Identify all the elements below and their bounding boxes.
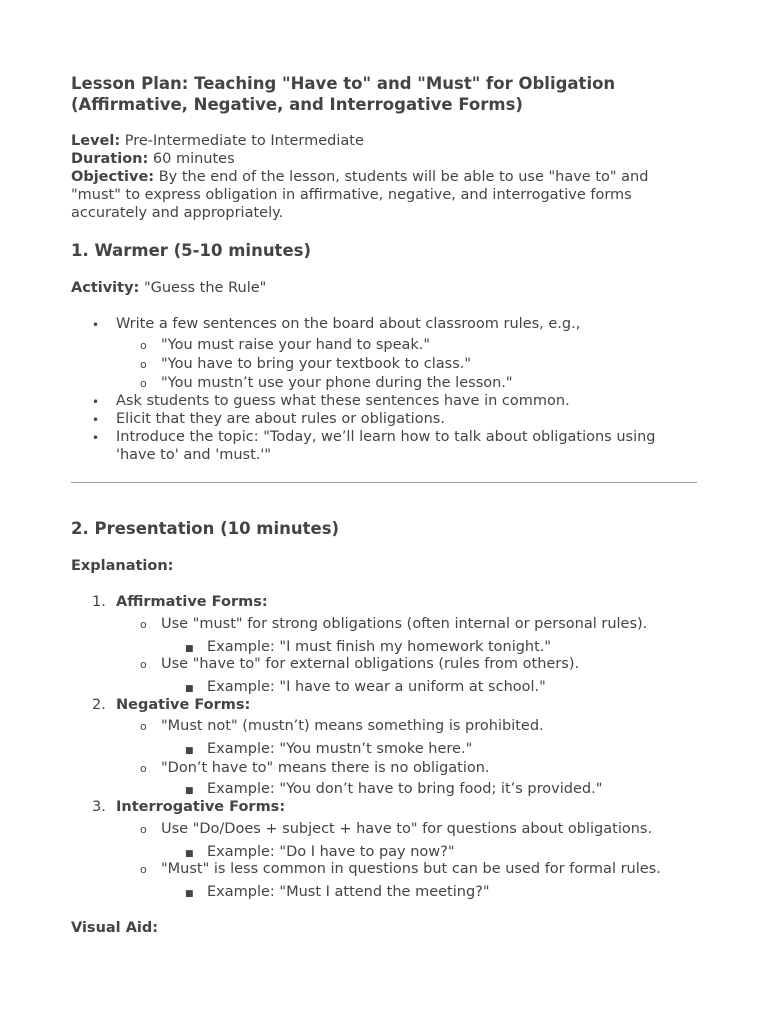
circle-bullet-icon: o: [140, 863, 147, 876]
objective-text-3: accurately and appropriately.: [71, 205, 284, 221]
warmer-bullet-3: Elicit that they are about rules or obligations.: [116, 411, 445, 427]
activity-label: Activity:: [71, 280, 140, 296]
affirmative-point-1: Use "must" for strong obligations (often internal or personal rules).: [161, 616, 648, 632]
level-line: [71, 132, 364, 150]
duration-line: [71, 150, 235, 168]
warmer-bullet-4-continued: 'have to' and 'must.'": [116, 447, 272, 463]
square-bullet-icon: ■: [185, 889, 194, 899]
interrogative-example-1: Example: "Do I have to pay now?": [207, 844, 455, 860]
bullet-icon: •: [92, 395, 100, 409]
circle-bullet-icon: o: [140, 377, 147, 390]
circle-bullet-icon: o: [140, 762, 147, 775]
square-bullet-icon: ■: [185, 684, 194, 694]
circle-bullet-icon: o: [140, 720, 147, 733]
warmer-example-2: "You have to bring your textbook to class.": [161, 356, 472, 372]
circle-bullet-icon: o: [140, 358, 147, 371]
circle-bullet-icon: o: [140, 339, 147, 352]
level-label: Level:: [71, 133, 121, 149]
bullet-icon: •: [92, 318, 100, 332]
warmer-bullet-2: Ask students to guess what these sentences have in common.: [116, 393, 570, 409]
affirmative-point-2: Use "have to" for external obligations (rules from others).: [161, 656, 580, 672]
square-bullet-icon: ■: [185, 644, 194, 654]
warmer-bullet-1: Write a few sentences on the board about classroom rules, e.g.,: [116, 316, 581, 332]
objective-label: Objective:: [71, 169, 155, 185]
warmer-heading: 1. Warmer (5-10 minutes): [71, 241, 311, 260]
activity-value: "Guess the Rule": [143, 280, 267, 296]
level-value: Pre-Intermediate to Intermediate: [124, 133, 364, 149]
circle-bullet-icon: o: [140, 658, 147, 671]
duration-label: Duration:: [71, 151, 149, 167]
circle-bullet-icon: o: [140, 618, 147, 631]
objective-text-2: "must" to express obligation in affirmative, negative, and interrogative forms: [71, 187, 632, 203]
circle-bullet-icon: o: [140, 823, 147, 836]
document-title-line-1: Lesson Plan: Teaching "Have to" and "Must" for Obligation: [71, 74, 616, 93]
affirmative-example-1: Example: "I must finish my homework tonight.": [207, 639, 552, 655]
negative-point-1: "Must not" (mustn’t) means something is prohibited.: [161, 718, 544, 734]
square-bullet-icon: ■: [185, 849, 194, 859]
affirmative-forms-label: Affirmative Forms:: [116, 594, 268, 610]
warmer-bullet-4: Introduce the topic: "Today, we’ll learn how to talk about obligations using: [116, 429, 656, 445]
visual-aid-label: Visual Aid:: [71, 920, 159, 936]
list-number: 1.: [92, 594, 106, 610]
list-number: 2.: [92, 697, 106, 713]
explanation-label: Explanation:: [71, 558, 174, 574]
interrogative-point-1: Use "Do/Does + subject + have to" for questions about obligations.: [161, 821, 653, 837]
square-bullet-icon: ■: [185, 786, 194, 796]
bullet-icon: •: [92, 413, 100, 427]
negative-point-2: "Don’t have to" means there is no obligation.: [161, 760, 490, 776]
negative-example-1: Example: "You mustn’t smoke here.": [207, 741, 473, 757]
negative-forms-label: Negative Forms:: [116, 697, 251, 713]
affirmative-example-2: Example: "I have to wear a uniform at school.": [207, 679, 546, 695]
interrogative-forms-label: Interrogative Forms:: [116, 799, 286, 815]
warmer-example-1: "You must raise your hand to speak.": [161, 337, 431, 353]
negative-example-2: Example: "You don’t have to bring food; it’s provided.": [207, 781, 603, 797]
activity-line: [71, 279, 266, 297]
bullet-icon: •: [92, 431, 100, 445]
duration-value: 60 minutes: [152, 151, 235, 167]
objective-text-1: By the end of the lesson, students will be able to use "have to" and: [158, 169, 649, 185]
objective-line-1: [71, 168, 648, 186]
interrogative-point-2: "Must" is less common in questions but can be used for formal rules.: [161, 861, 661, 877]
document-title-line-2: (Affirmative, Negative, and Interrogative Forms): [71, 95, 523, 114]
section-divider: [71, 482, 697, 483]
warmer-example-3: "You mustn’t use your phone during the lesson.": [161, 375, 513, 391]
presentation-heading: 2. Presentation (10 minutes): [71, 519, 340, 538]
square-bullet-icon: ■: [185, 746, 194, 756]
interrogative-example-2: Example: "Must I attend the meeting?": [207, 884, 490, 900]
list-number: 3.: [92, 799, 106, 815]
